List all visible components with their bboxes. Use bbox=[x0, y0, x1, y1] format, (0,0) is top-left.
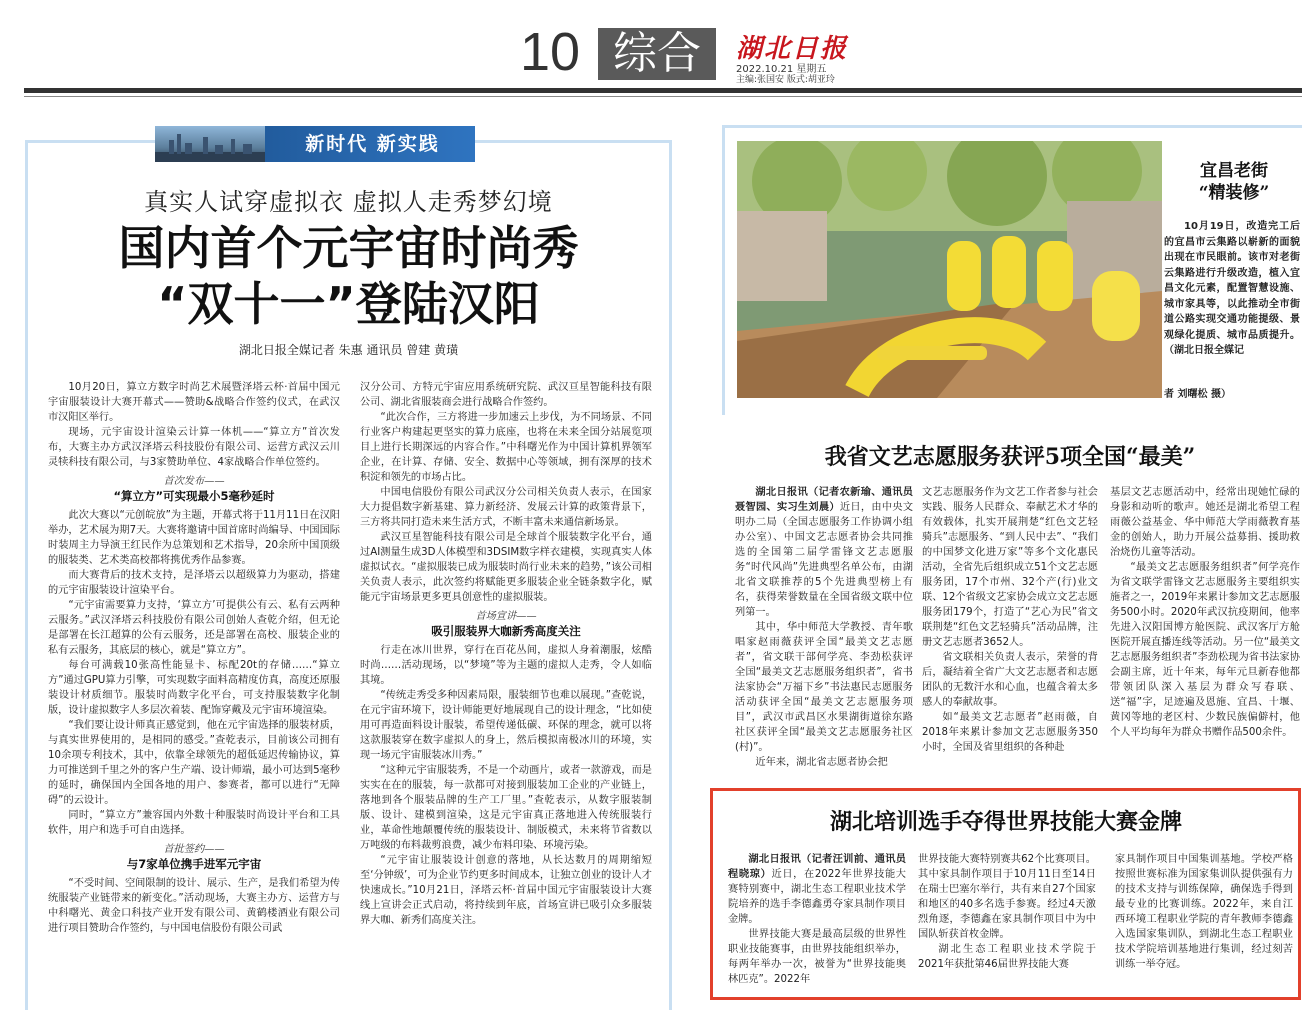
paragraph: 文艺志愿服务作为文艺工作者参与社会实践、服务人民群众、奉献艺术才华的有效载体，扎实开展荆楚“红色文艺轻骑兵”志愿服务、“到人民中去”、“我们的中国梦文化进万家”等多个文化惠民活动，全省先后组织成立51个文艺志愿服务团，17个市州、32个产(行)业文联、12个省级文艺家协会成立文艺志愿服务团179个，打造了“艺心为民”省文联荆楚“红色文艺轻骑兵”活动品牌，注册文艺志愿者3652人。 bbox=[922, 487, 1098, 648]
issue-date: 2022.10.21 星期五 bbox=[736, 64, 827, 75]
lead-headline bbox=[25, 220, 672, 332]
photo-caption bbox=[1164, 219, 1300, 359]
street-photo bbox=[737, 141, 1162, 398]
section-label: 综合 bbox=[598, 28, 716, 80]
paragraph: 基层文艺志愿活动中，经常出现她忙碌的身影和动听的歌声。她还是湖北希望工程雨薇公益基金、华中师范大学雨薇教育基金的创始人，助力开展公益募捐、援助救治烧伤儿童等活动。 bbox=[1110, 487, 1300, 558]
paragraph: 湖北生态工程职业技术学院于2021年获批第46届世界技能大赛 bbox=[918, 944, 1096, 970]
header-rule bbox=[24, 88, 1302, 93]
paragraph: 武汉亘星智能科技有限公司是全球首个服装数字化平台，通过AI测量生成3D人体模型和3DSIM数字样衣建模，实现真实人体虚拟试衣。“虚拟服装已成为服装时尚行业未来的趋势，”该公司相关负责人表示，此次签约将赋能更多服装企业全链条数字化，赋能元宇宙场景更多更具创意性的虚拟服装。 bbox=[360, 532, 652, 603]
skills-column-2 bbox=[918, 852, 1096, 996]
street-scene-image bbox=[737, 141, 1162, 398]
paragraph bbox=[735, 485, 913, 620]
skyline-icon bbox=[155, 126, 265, 162]
lead-headline-line1: 国内首个元宇宙时尚秀 bbox=[118, 221, 579, 275]
paragraph: 同时，“算立方”兼容国内外数十种服装时尚设计平台和工具软件，用户和选手可自由选择。 bbox=[48, 810, 340, 836]
photo-title-line2: “精装修” bbox=[1198, 183, 1270, 203]
header-rule-thin bbox=[24, 96, 1302, 97]
paragraph: “传统走秀受多种因素局限，服装细节也难以展现。”查乾说，在元宇宙环境下，设计师能更好地展现自己的设计理念，“比如使用可再造面料设计服装，希望传递低碳、环保的理念，就可以将这款服装穿在数字虚拟人的身上，然后模拟南极冰川的环境，实现一场元宇宙服装冰川秀。” bbox=[360, 690, 652, 761]
section-label: 首次发布—— bbox=[163, 476, 225, 487]
caption-text: 10月19日，改造完工后的宜昌市云集路以崭新的面貌出现在市民眼前。该市对老街云集路进行升级改造，植入宜昌文化元素，配置智慧设施、城市家具等，以此推动全市街道公路实现交通功能提级、景观绿化提质、城市品质提升。（湖北日报全媒记 bbox=[1164, 221, 1300, 356]
paragraph: 近年来，湖北省志愿者协会把 bbox=[755, 757, 888, 768]
paragraph: “此次合作，三方将进一步加速云上步伐，为不同场景、不同行业客户构建起更坚实的算力底座，也将在未来全国分站展览项目上进行长期深远的内容合作。”中科曙光作为中国计算机界领军企业，在计算、存储、安全、数据中心等领域，拥有深厚的技术积淀和领先的市场占比。 bbox=[360, 412, 652, 483]
skills-column-3 bbox=[1115, 852, 1293, 996]
paragraph: 家具制作项目中国集训基地。学校严格按照世赛标准为国家集训队提供强有力的技术支持与训练保障，确保选手得到最专业的比赛训练。2022年，来自江西环境工程职业学院的青年教师李德鑫入选国家集训队，到湖北生态工程职业技术学院培训基地进行集训，经过刻苦训练一举夺冠。 bbox=[1115, 854, 1293, 970]
paragraph: 10月20日，算立方数字时尚艺术展暨泽塔云杯·首届中国元宇宙服装设计大赛开幕式——赞助&战略合作签约仪式，在武汉市汉阳区举行。 bbox=[48, 382, 340, 423]
paragraph: 汉分公司、方特元宇宙应用系统研究院、武汉亘星智能科技有限公司、湖北省服装商会进行战略合作签约。 bbox=[360, 382, 652, 408]
lead-column-1 bbox=[48, 380, 340, 1008]
art-column-2 bbox=[922, 485, 1098, 775]
paragraph-text: 近日，在2022年世界技能大赛特别赛中，湖北生态工程职业技术学院培养的选手李德鑫勇夺家具制作项目金牌。 bbox=[728, 869, 906, 925]
art-column-1 bbox=[735, 485, 913, 775]
paper-logo: 湖北日报 bbox=[736, 34, 849, 64]
paragraph: 中国电信股份有限公司武汉分公司相关负责人表示，在国家大力提倡数字新基建、算力新经济、发展云计算的政策背景下，三方将共同打造未来生活方式，不断丰富未来通信新场景。 bbox=[360, 487, 652, 528]
paragraph: “元宇宙让服装设计创意的落地，从长达数月的周期缩短至‘分钟级’，可为企业节约更多时间成本，让独立创业的设计人才快速成长。”10月21日，泽塔云杯·首届中国元宇宙服装设计大赛线上宣讲会正式启动，将持续到年底，首场宣讲已吸引众多服装界大咖、新秀们高度关注。 bbox=[360, 855, 652, 926]
banner-title: 新时代 新实践 bbox=[305, 133, 440, 155]
lead-column-2 bbox=[360, 380, 652, 1008]
paragraph: 现场，元宇宙设计渲染云计算一体机——“算立方”首次发布，大赛主办方武汉泽塔云科技股份有限公司、运营方武汉云川灵犊科技有限公司，与3家赞助单位、4家战略合作单位签约。 bbox=[48, 427, 340, 468]
dateline: 湖北日报讯（记者农新瑜、通讯员聂智园、实习生刘晨） bbox=[735, 487, 913, 513]
skills-column-1 bbox=[728, 852, 906, 996]
paragraph: “元宇宙需要算力支持，‘算立方’可提供公有云、私有云两种云服务。”武汉泽塔云科技股份有限公司创始人查乾介绍，但无论是部署在长江超算的公有云服务，还是部署在高校、服装企业的私有云服务，其底层的核心，就是“算立方”。 bbox=[48, 600, 340, 656]
banner-skyline-image bbox=[155, 126, 265, 162]
issue-editors: 主编:张国安 版式:胡亚玲 bbox=[736, 75, 835, 85]
paragraph: 世界技能大赛特别赛共62个比赛项目。其中家具制作项目于10月11日至14日在瑞士巴塞尔举行，共有来自27个国家和地区的40多名选手参赛。经过4天激烈角逐，李德鑫在家具制作项目中为中国队斩获首枚金牌。 bbox=[918, 854, 1096, 940]
section-label: 首场宣讲—— bbox=[475, 611, 537, 622]
lead-headline-line2: “双十一”登陆汉阳 bbox=[157, 277, 540, 331]
paragraph: 行走在冰川世界，穿行在百花丛间，虚拟人身着潮服，炫酷时尚……活动现场，以“梦境”等为主题的虚拟人走秀，令人如临其境。 bbox=[360, 645, 652, 686]
lead-subhead: 真实人试穿虚拟衣 虚拟人走秀梦幻境 bbox=[144, 188, 553, 216]
photo-story-title bbox=[1170, 160, 1298, 204]
paragraph: “这种元宇宙服装秀，不是一个动画片，或者一款游戏，而是实实在在的服装，每一款都可对接到服装加工企业的产业链上，落地到各个服装品牌的生产工厂里。”查乾表示，从数字服装制版、设计、建模到渲染，这是元宇宙真正落地进入传统服装行业，革命性地颠覆传统的服装设计、制版模式，未来将节省数以万吨级的布料裁剪浪费，减少布料印染、环境污染。 bbox=[360, 765, 652, 851]
paragraph: 此次大赛以“元创皖放”为主题，开幕式将于11月11日在汉阳举办，艺术展为期7天。大赛将邀请中国首席时尚编导、中国国际时装周主力导演王红民作为总策划和艺术指导，20余所中国顶级的服装类、艺术类高校都将携优秀作品参赛。 bbox=[48, 510, 340, 566]
page-number: 10 bbox=[520, 22, 581, 82]
paragraph: 如“最美文艺志愿者”赵雨薇，自2018年来累计参加文艺志愿服务350小时，全国及省里组织的各种赴 bbox=[922, 712, 1098, 753]
paragraph: “我们要让设计师真正感觉到，他在元宇宙选择的服装材质，与真实世界使用的，是相同的感受。”查乾表示，目前该公司拥有10余项专利技术，其中，依靠全球领先的超低延迟传输协议，算力可推送到千里之外的客户生产端、设计师端，最小可达到5毫秒的延时，确保国内全国各地的用户、参赛者，都可以进行“无障碍”的云设计。 bbox=[48, 720, 340, 806]
paragraph: 世界技能大赛是最高层级的世界性职业技能赛事，由世界技能组织举办，每两年举办一次，被誉为“世界技能奥林匹克”。2022年 bbox=[728, 929, 906, 985]
section-label: 首批签约—— bbox=[163, 844, 225, 855]
paragraph: 而大赛背后的技术支持，是泽塔云以超级算力为驱动，搭建的元宇宙服装设计渲染平台。 bbox=[48, 570, 340, 596]
section-title: “算立方”可实现最小5毫秒延时 bbox=[113, 489, 275, 503]
paragraph-text: 近日，由中央文明办二局（全国志愿服务工作协调小组办公室）、中国文艺志愿者协会共同推选的全国第二届学雷锋文艺志愿服务“时代风尚”先进典型名单公布，由湖北省文联推荐的5个先进典型榜上有名，获得荣誉数量在全国省级文联中位列第一。 bbox=[735, 502, 913, 618]
paragraph: “不受时间、空间限制的设计、展示、生产，是我们希望为传统服装产业链带来的新变化。”活动现场，大赛主办方、运营方与中科曙光、黄金口科技产业开发有限公司、黄鹤楼酒业有限公司进行项目赞助合作签约，与中国电信股份有限公司武 bbox=[48, 878, 340, 934]
art-article-headline: 我省文艺志愿服务获评5项全国“最美” bbox=[824, 444, 1196, 470]
photo-credit: 者 刘曙松 摄） bbox=[1164, 389, 1231, 400]
dateline: 湖北日报讯（记者汪训前、通讯员程晓琼） bbox=[728, 854, 906, 880]
paragraph: 每台可满载10张高性能显卡、标配20t的存储……“算立方”通过GPU算力引擎，可实现数字面料高精度仿真，高度还原服装设计材质细节。服装时尚数字化平台，可支持服装数字化制版，设计虚拟数字人多层次着装、配饰穿戴及元宇宙环境渲染。 bbox=[48, 660, 340, 716]
section-title: 吸引服装界大咖新秀高度关注 bbox=[431, 624, 581, 638]
paragraph: 其中，华中师范大学教授、青年歌唱家赵雨薇获评全国“最美文艺志愿者”，省文联干部何学亮、李劲松获评全国“最美文艺志愿服务组织者”，省书法家协会“万福下乡”书法惠民志愿服务活动获评全国“最美文艺志愿服务项目”，武汉市武昌区水果湖街道徐东路社区获评全国“最美文艺志愿服务社区(村)”。 bbox=[735, 622, 913, 753]
paragraph: 省文联相关负责人表示，荣誉的背后，凝结着全省广大文艺志愿者和志愿团队的无数汗水和心血，也蕴含着太多感人的奉献故事。 bbox=[922, 652, 1098, 708]
skills-article-headline: 湖北培训选手夺得世界技能大赛金牌 bbox=[829, 809, 1182, 835]
photo-title-line1: 宜昌老街 bbox=[1200, 161, 1268, 181]
section-title: 与7家单位携手进军元宇宙 bbox=[126, 857, 262, 871]
lead-byline: 湖北日报全媒记者 朱惠 通讯员 曾建 黄璜 bbox=[238, 343, 459, 357]
art-column-3 bbox=[1110, 485, 1300, 775]
paragraph bbox=[728, 852, 906, 927]
paragraph: “最美文艺志愿服务组织者”何学亮作为省文联学雷锋文艺志愿服务主要组织实施者之一，2019年来累计参加文艺志愿服务500小时。2020年武汉抗疫期间，他率先进入汉阳国博方舱医院、武汉客厅方舱医院开展直播连线等活动。另一位“最美文艺志愿服务组织者”李劲松现为省书法家协会副主席，近十年来，每年元旦新春他都带领团队深入基层为群众写春联、送“福”字，足迹遍及恩施、宜昌、十堰、黄冈等地的老区村、少数民族偏僻村，他个人平均每年为群众书赠作品500余件。 bbox=[1110, 562, 1300, 738]
